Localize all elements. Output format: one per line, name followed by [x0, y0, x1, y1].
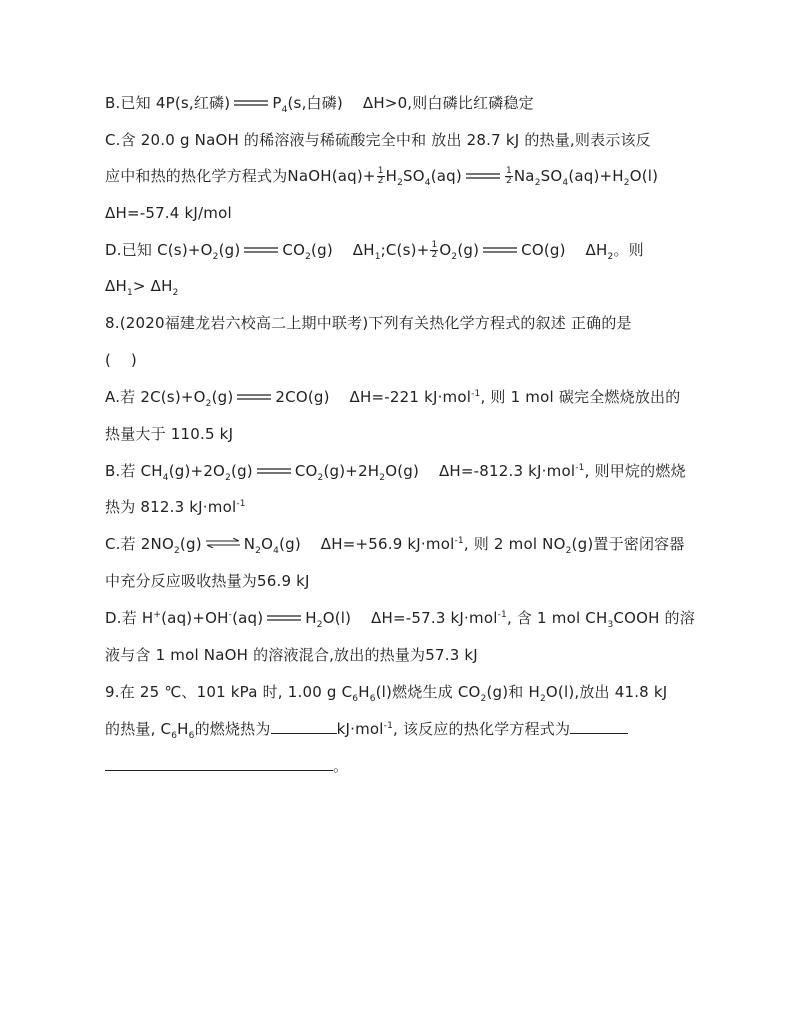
- equilibrium-equals-arrow: [267, 607, 301, 627]
- answer-blank-equation-start[interactable]: [570, 719, 628, 734]
- equilibrium-equals-arrow: [466, 165, 500, 185]
- option-d-prev-line1: D.已知 $C(s)+O_2(g)$ $CO_2(g)$ $\Delta H_1;C(s)+$ $\frac{1}{2}$ $O_2(g)$ CO(g) $\Delta H_2$。则: [105, 240, 644, 262]
- question-9-line1: 9.在 25 ℃、101 kPa 时, 1.00 g $C_6H_6(l)$燃烧生成 $CO_2(g)$和 $H_2O(l)$,放出 41.8 kJ: [105, 683, 668, 704]
- equilibrium-equals-arrow: [237, 386, 271, 406]
- option-c-prev-line2: 应中和热的热化学方程式为NaOH(aq)+ $\frac{1}{2}$ $H_2SO_4(aq)$ $\frac{1}{2}$ $Na_2SO_4(aq)+H_2O(l)$: [105, 166, 659, 188]
- fraction-half: $\frac{1}{2}$: [505, 166, 512, 186]
- equilibrium-equals-arrow: [244, 239, 278, 259]
- answer-blank-equation-cont[interactable]: [105, 756, 333, 771]
- option-a-line1: A.若 $2C(s)+O_2(g)$ 2CO(g) ΔH=-221 kJ·mol$^{-1}$, 则 1 mol 碳完全燃烧放出的: [105, 387, 680, 408]
- option-b-line2: 热为 812.3 kJ·mol$^{-1}$: [105, 498, 246, 516]
- option-d-line1: D.若 H+(aq)+OH-(aq) $H_2O(l)$ ΔH=-57.3 kJ·mol$^{-1}$, 含 1 mol $CH_3COOH$ 的溶: [105, 608, 695, 629]
- question-9-line3: 。: [105, 756, 348, 776]
- fraction-half: $\frac{1}{2}$: [431, 240, 438, 260]
- question-9-line2: 的热量, $C_6H_6$的燃烧热为 kJ·mol$^{-1}$, 该反应的热化学方程式为: [105, 719, 628, 739]
- equilibrium-equals-arrow: [257, 460, 291, 480]
- option-a-line2: 热量大于 110.5 kJ: [105, 425, 234, 443]
- option-c-prev-line1: C.含 20.0 g NaOH 的稀溶液与稀硫酸完全中和 放出 28.7 kJ 的热量,则表示该反: [105, 131, 651, 149]
- question-8-stem: 8.(2020福建龙岩六校高二上期中联考)下列有关热化学方程式的叙述 正确的是: [105, 314, 632, 332]
- equilibrium-equals-arrow: [483, 239, 517, 259]
- equilibrium-equals-arrow: [234, 92, 268, 112]
- option-b-prev: B.已知 4P(s,红磷) $P_4(s$,白磷) ΔH>0,则白磷比红磷稳定: [105, 93, 534, 114]
- option-d-prev-line2: $\Delta H_1> \Delta H_2$: [105, 277, 179, 298]
- answer-blank-heat[interactable]: [271, 719, 337, 734]
- reversible-arrow: [206, 533, 240, 553]
- question-8-answer-bracket: ( ): [105, 351, 137, 369]
- option-c-line1: C.若 $2NO_2(g)$ $N_2O_4(g)$ ΔH=+56.9 kJ·mol$^{-1}$, 则 2 mol $NO_2(g)$置于密闭容器: [105, 534, 685, 555]
- option-c-line2: 中充分反应吸收热量为56.9 kJ: [105, 572, 310, 590]
- option-d-line2: 液与含 1 mol NaOH 的溶液混合,放出的热量为57.3 kJ: [105, 646, 478, 664]
- option-c-prev-line3: ΔH=-57.4 kJ/mol: [105, 204, 232, 222]
- fraction-half: $\frac{1}{2}$: [377, 166, 384, 186]
- option-b-line1: B.若 $CH_4(g)+2O_2(g)$ $CO_2(g)+2H_2O(g)$ ΔH=-812.3 kJ·mol$^{-1}$, 则甲烷的燃烧: [105, 461, 686, 482]
